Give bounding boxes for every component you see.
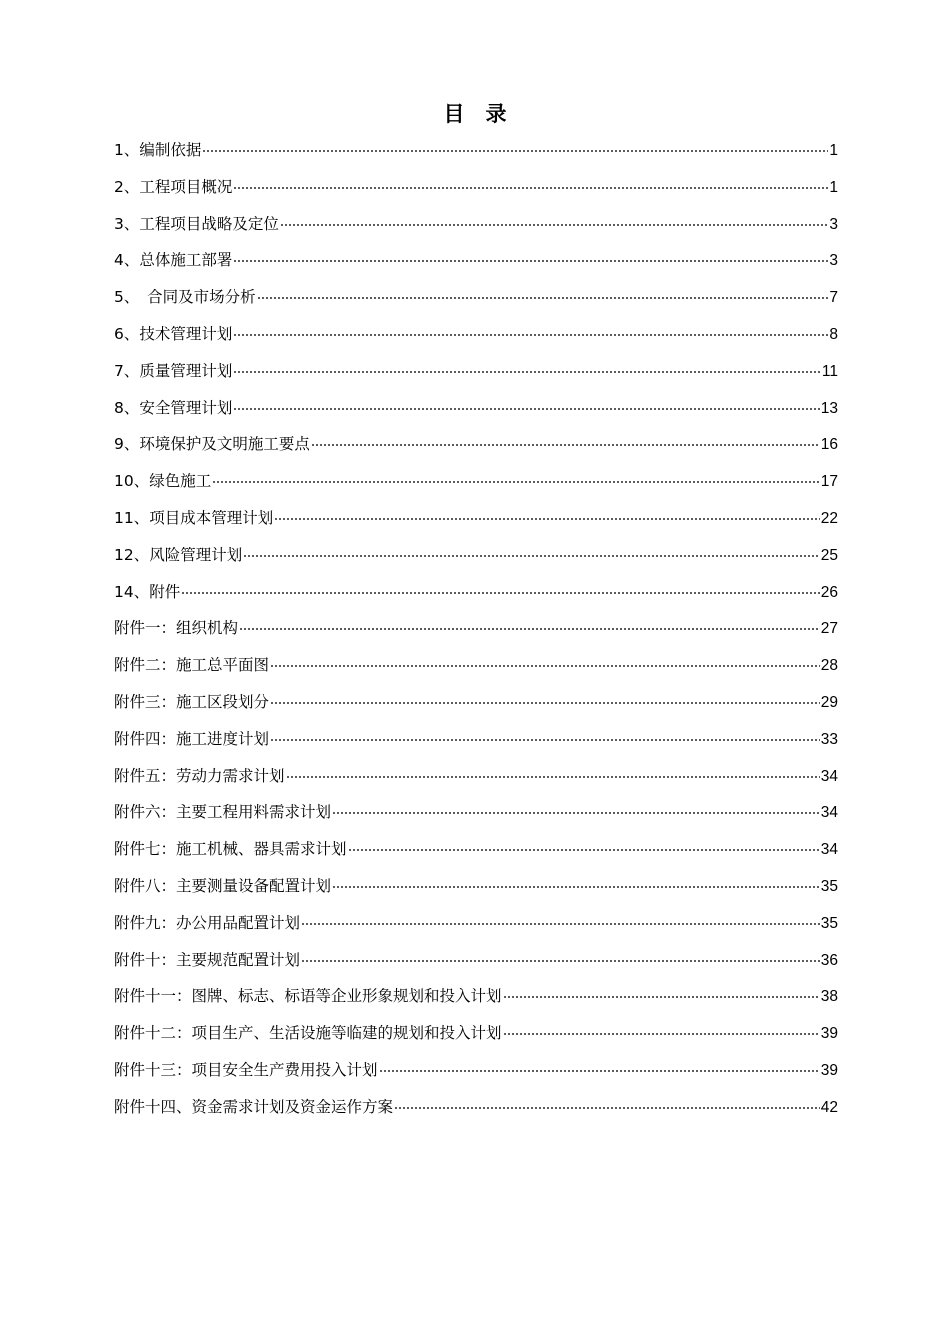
toc-entry-label: 12、风险管理计划 (114, 545, 243, 564)
toc-entry-label: 10、绿色施工 (114, 472, 212, 491)
toc-page-number: 17 (820, 473, 838, 491)
toc-page-number: 35 (820, 914, 838, 932)
toc-page-number: 28 (820, 657, 838, 675)
toc-page-number: 22 (820, 509, 838, 527)
toc-page-number: 11 (821, 362, 838, 380)
dot-leader (243, 555, 820, 557)
toc-entry-label: 附件三：施工区段划分 (114, 692, 270, 711)
toc-entry-label: 附件八：主要测量设备配置计划 (114, 876, 332, 895)
dot-leader (348, 849, 820, 851)
toc-entry[interactable] (114, 316, 838, 353)
dot-leader (503, 1033, 820, 1035)
dot-leader (332, 886, 820, 888)
page-title: 目 录 (443, 101, 507, 126)
toc-entry-label: 附件一：组织机构 (114, 619, 239, 638)
toc-entry-label: 附件十三：项目安全生产费用投入计划 (114, 1060, 378, 1079)
toc-entry[interactable] (114, 426, 838, 463)
dot-leader (233, 334, 828, 336)
toc-entry[interactable] (114, 831, 838, 868)
toc-entry-label: 11、项目成本管理计划 (114, 508, 274, 527)
dot-leader (301, 923, 820, 925)
toc-page-number: 1 (829, 142, 838, 159)
dot-leader (257, 297, 829, 299)
toc-entry[interactable] (114, 684, 838, 721)
toc-page-number: 33 (820, 730, 838, 748)
dot-leader (233, 260, 828, 262)
toc-page-number: 35 (820, 877, 838, 895)
dot-leader (332, 812, 820, 814)
toc-entry[interactable] (114, 721, 838, 758)
toc-page-number: 13 (820, 399, 838, 417)
dot-leader (181, 592, 820, 594)
toc-entry-label: 3、工程项目战略及定位 (114, 214, 279, 233)
toc-entry[interactable] (114, 868, 838, 905)
toc-entry[interactable] (114, 1052, 838, 1089)
toc-page-number: 42 (820, 1098, 838, 1116)
dot-leader (301, 960, 820, 962)
toc-page-number: 27 (820, 620, 838, 638)
dot-leader (274, 518, 820, 520)
toc-entry-label: 14、附件 (114, 582, 181, 601)
toc-entry[interactable] (114, 647, 838, 684)
toc-page-number: 39 (820, 1025, 838, 1043)
toc-entry[interactable] (114, 132, 838, 169)
dot-leader (394, 1107, 820, 1109)
toc-page-number: 1 (829, 178, 838, 196)
dot-leader (280, 224, 829, 226)
dot-leader (270, 665, 820, 667)
toc-page-number: 16 (820, 436, 838, 454)
toc-entry[interactable] (114, 390, 838, 427)
toc-entry-label: 附件二：施工总平面图 (114, 656, 270, 675)
toc-entry[interactable] (114, 758, 838, 795)
dot-leader (503, 996, 820, 998)
toc-entry[interactable] (114, 169, 838, 206)
toc-page-number: 36 (820, 951, 838, 969)
toc-entry[interactable] (114, 978, 838, 1015)
toc-page-number: 38 (820, 988, 838, 1006)
toc-entry-label: 附件七：施工机械、器具需求计划 (114, 840, 347, 859)
toc-page-number: 3 (829, 252, 838, 270)
toc-entry-label: 1、编制依据 (114, 141, 202, 159)
dot-leader (379, 1070, 820, 1072)
toc-entry-label: 附件九：办公用品配置计划 (114, 913, 301, 932)
table-of-contents (114, 132, 838, 1126)
dot-leader (286, 776, 820, 778)
toc-entry-label: 7、质量管理计划 (114, 361, 233, 380)
toc-entry[interactable] (114, 574, 838, 611)
toc-entry-label: 附件五：劳动力需求计划 (114, 766, 285, 785)
toc-entry-label: 附件十：主要规范配置计划 (114, 950, 301, 969)
dot-leader (233, 187, 828, 189)
dot-leader (311, 444, 820, 446)
toc-entry-label: 8、安全管理计划 (114, 398, 233, 417)
dot-leader (202, 150, 828, 152)
toc-entry[interactable] (114, 942, 838, 979)
toc-entry-label: 6、技术管理计划 (114, 324, 233, 343)
toc-entry[interactable] (114, 463, 838, 500)
toc-page-number: 25 (820, 546, 838, 564)
toc-entry-label: 附件十二：项目生产、生活设施等临建的规划和投入计划 (114, 1024, 502, 1043)
dot-leader (239, 628, 820, 630)
toc-page-number: 7 (829, 289, 838, 307)
toc-entry-label: 附件六：主要工程用料需求计划 (114, 803, 332, 822)
toc-entry[interactable] (114, 905, 838, 942)
toc-page-number: 34 (820, 804, 838, 822)
toc-entry[interactable] (114, 537, 838, 574)
toc-entry-label: 附件四：施工进度计划 (114, 729, 270, 748)
toc-entry[interactable] (114, 206, 838, 243)
toc-entry-label: 附件十一：图牌、标志、标语等企业形象规划和投入计划 (114, 987, 502, 1006)
toc-page-number: 34 (820, 841, 838, 859)
toc-entry-label: 4、总体施工部署 (114, 251, 233, 270)
toc-entry-label: 5、 合同及市场分析 (114, 288, 256, 307)
toc-page-number: 26 (820, 583, 838, 601)
dot-leader (233, 371, 821, 373)
toc-page-number: 8 (829, 325, 838, 343)
dot-leader (212, 481, 820, 483)
toc-page-number: 39 (820, 1061, 838, 1079)
toc-entry[interactable] (114, 794, 838, 831)
dot-leader (270, 739, 820, 741)
toc-page-number: 29 (820, 693, 838, 711)
toc-entry[interactable] (114, 1015, 838, 1052)
toc-entry[interactable] (114, 1089, 838, 1126)
toc-entry[interactable] (114, 279, 838, 316)
toc-entry[interactable] (114, 242, 838, 279)
toc-entry[interactable] (114, 500, 838, 537)
dot-leader (270, 702, 820, 704)
dot-leader (233, 408, 819, 410)
toc-entry-label: 9、环境保护及文明施工要点 (114, 435, 310, 454)
toc-page-number: 34 (820, 767, 838, 785)
toc-entry[interactable] (114, 610, 838, 647)
toc-page-number: 3 (829, 215, 838, 233)
toc-entry-label: 附件十四、资金需求计划及资金运作方案 (114, 1097, 394, 1116)
toc-entry[interactable] (114, 353, 838, 390)
toc-entry-label: 2、工程项目概况 (114, 177, 233, 196)
